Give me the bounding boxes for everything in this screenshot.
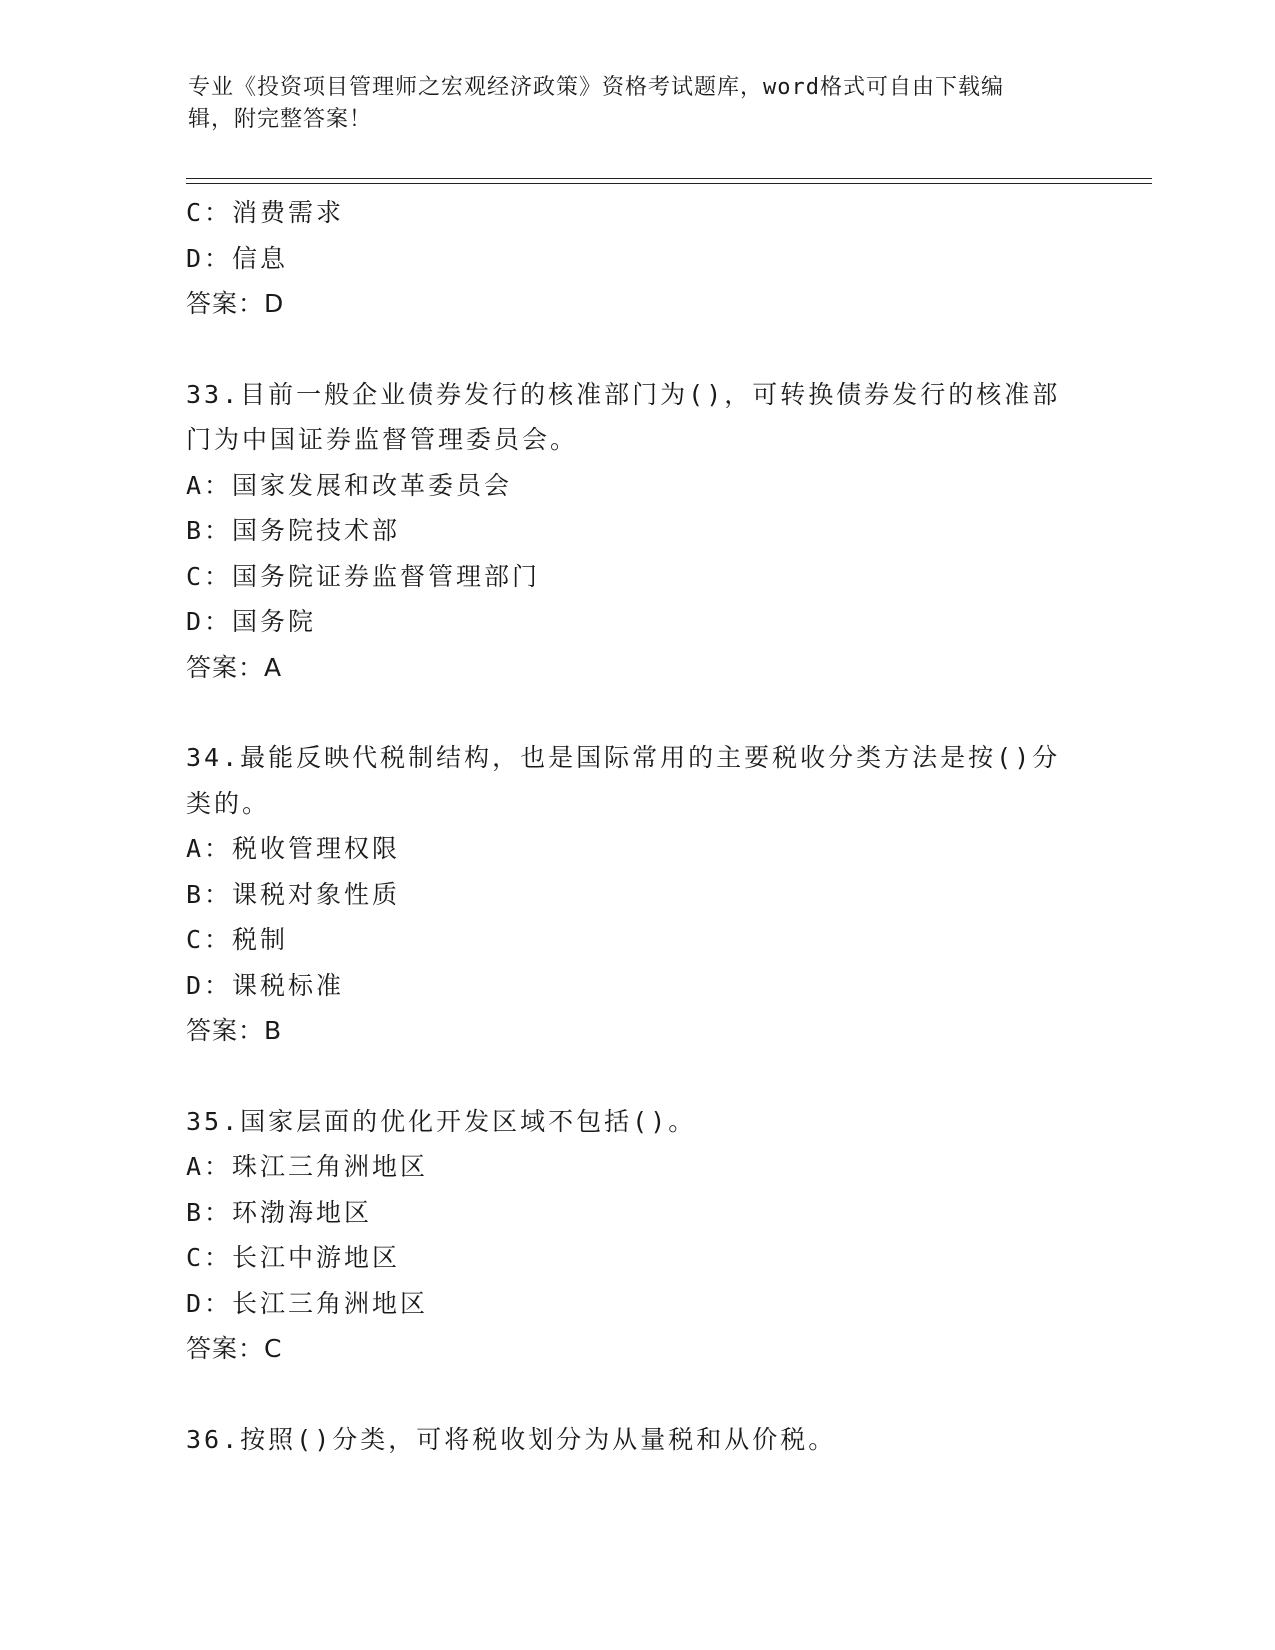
- question-stem: 35.国家层面的优化开发区域不包括()。: [186, 1106, 697, 1136]
- answer-line: 答案：C: [186, 1334, 283, 1363]
- option-c: C：国务院证券监督管理部门: [186, 561, 541, 591]
- header-line-2: 辑，附完整答案！: [188, 107, 373, 132]
- answer-line: 答案：D: [186, 289, 285, 318]
- question-stem: 36.按照()分类，可将税收划分为从量税和从价税。: [186, 1424, 837, 1454]
- document-header: [188, 72, 1068, 136]
- option-a: A：国家发展和改革委员会: [186, 470, 513, 500]
- question-block-34: [186, 735, 1086, 1054]
- spacer: [186, 1372, 1086, 1417]
- spacer: [186, 690, 1086, 735]
- option-d: D：国务院: [186, 607, 317, 636]
- option-b: B：课税对象性质: [186, 879, 401, 909]
- spacer: [186, 1054, 1086, 1099]
- header-line-1: 专业《投资项目管理师之宏观经济政策》资格考试题库，word格式可自由下载编: [188, 75, 1004, 100]
- option-b: B：环渤海地区: [186, 1197, 373, 1227]
- question-block-35: [186, 1099, 1086, 1372]
- question-block-36: [186, 1417, 1086, 1463]
- option-c: C：税制: [186, 925, 289, 954]
- question-stem-continued: 类的。: [186, 788, 271, 818]
- option-c: C：消费需求: [186, 198, 345, 227]
- option-c: C：长江中游地区: [186, 1243, 401, 1272]
- question-stem-continued: 门为中国证券监督管理委员会。: [186, 425, 579, 454]
- option-b: B：国务院技术部: [186, 516, 401, 545]
- header-rule-top: [186, 178, 1152, 179]
- option-a: A：税收管理权限: [186, 834, 401, 863]
- answer-line: 答案：B: [186, 1016, 283, 1045]
- option-d: D：课税标准: [186, 970, 345, 1000]
- question-stem: 34.最能反映代税制结构，也是国际常用的主要税收分类方法是按()分: [186, 743, 1061, 772]
- option-d: D：信息: [186, 243, 289, 273]
- question-list: [186, 190, 1086, 1462]
- answer-line: 答案：A: [186, 652, 283, 682]
- question-stem: 33.目前一般企业债券发行的核准部门为()，可转换债券发行的核准部: [186, 379, 1061, 409]
- option-d: D：长江三角洲地区: [186, 1288, 429, 1318]
- question-block-33: [186, 372, 1086, 691]
- option-a: A：珠江三角洲地区: [186, 1152, 429, 1181]
- question-block-32: [186, 190, 1086, 327]
- header-rule-bottom: [186, 183, 1152, 184]
- spacer: [186, 327, 1086, 372]
